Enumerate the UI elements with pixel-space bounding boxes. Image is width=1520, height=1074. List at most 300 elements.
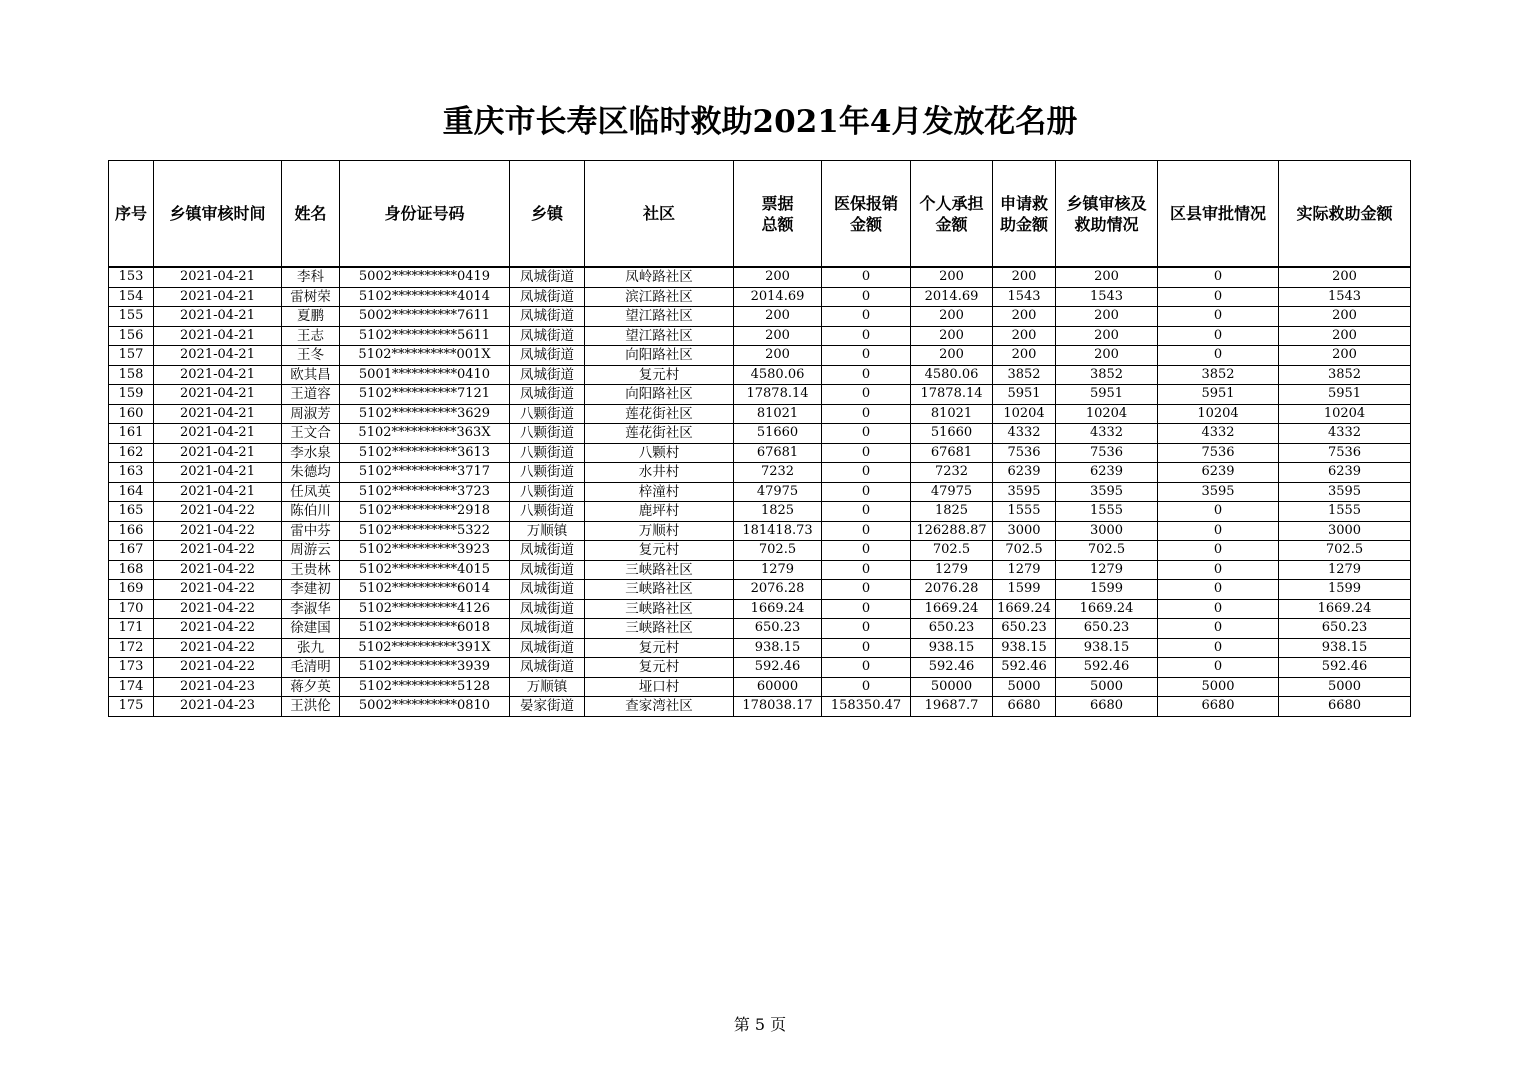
table-cell: 张九: [282, 638, 340, 658]
table-cell: 鹿坪村: [585, 502, 734, 522]
table-cell: 凤城街道: [510, 346, 585, 366]
table-cell: 19687.7: [911, 697, 993, 717]
table-cell: 938.15: [1056, 638, 1158, 658]
table-cell: 592.46: [1056, 658, 1158, 678]
table-cell: 4332: [993, 424, 1056, 444]
table-cell: 1669.24: [911, 599, 993, 619]
table-cell: 0: [822, 580, 911, 600]
table-cell: 5002**********0419: [340, 267, 510, 287]
table-cell: 垭口村: [585, 677, 734, 697]
table-cell: 5102**********5322: [340, 521, 510, 541]
table-cell: 复元村: [585, 365, 734, 385]
table-cell: 2021-04-21: [154, 482, 282, 502]
table-cell: 592.46: [734, 658, 822, 678]
table-cell: 4332: [1279, 424, 1411, 444]
table-cell: 650.23: [1279, 619, 1411, 639]
table-cell: 126288.87: [911, 521, 993, 541]
table-cell: 6680: [993, 697, 1056, 717]
table-row: [109, 697, 1411, 717]
table-cell: 凤城街道: [510, 580, 585, 600]
table-cell: 李水泉: [282, 443, 340, 463]
page-title: 重庆市长寿区临时救助2021年4月发放花名册: [442, 104, 1078, 140]
table-cell: 175: [109, 697, 154, 717]
table-cell: 0: [822, 346, 911, 366]
table-cell: 7536: [1056, 443, 1158, 463]
table-cell: 三峡路社区: [585, 560, 734, 580]
table-cell: 10204: [1056, 404, 1158, 424]
table-row: [109, 502, 1411, 522]
table-cell: 67681: [734, 443, 822, 463]
table-cell: 0: [822, 267, 911, 287]
table-cell: 47975: [911, 482, 993, 502]
table-cell: 梓潼村: [585, 482, 734, 502]
table-cell: 1279: [1279, 560, 1411, 580]
table-cell: 3595: [993, 482, 1056, 502]
table-cell: 158350.47: [822, 697, 911, 717]
column-header: 姓名: [282, 161, 340, 268]
table-cell: 17878.14: [911, 385, 993, 405]
table-cell: 200: [1279, 346, 1411, 366]
table-cell: 938.15: [734, 638, 822, 658]
table-cell: 173: [109, 658, 154, 678]
table-cell: 6239: [993, 463, 1056, 483]
table-cell: 李建初: [282, 580, 340, 600]
table-cell: 滨江路社区: [585, 287, 734, 307]
table-row: [109, 638, 1411, 658]
table-cell: 2021-04-21: [154, 326, 282, 346]
table-row: [109, 658, 1411, 678]
header-row: [109, 161, 1411, 268]
table-cell: 晏家街道: [510, 697, 585, 717]
column-header: 乡镇审核时间: [154, 161, 282, 268]
table-cell: 1279: [734, 560, 822, 580]
table-cell: 0: [822, 287, 911, 307]
table-cell: 凤城街道: [510, 599, 585, 619]
table-cell: 2021-04-21: [154, 424, 282, 444]
table-cell: 0: [822, 463, 911, 483]
table-cell: 1555: [993, 502, 1056, 522]
table-cell: 2021-04-22: [154, 658, 282, 678]
table-cell: 2021-04-21: [154, 307, 282, 327]
table-cell: 181418.73: [734, 521, 822, 541]
table-body: [109, 267, 1411, 716]
table-cell: 1825: [911, 502, 993, 522]
table-cell: 153: [109, 267, 154, 287]
table-cell: 王洪伦: [282, 697, 340, 717]
table-row: [109, 267, 1411, 287]
table-cell: 47975: [734, 482, 822, 502]
column-header: 乡镇审核及 救助情况: [1056, 161, 1158, 268]
column-header: 社区: [585, 161, 734, 268]
table-cell: 复元村: [585, 541, 734, 561]
table-row: [109, 619, 1411, 639]
table-cell: 1555: [1279, 502, 1411, 522]
table-cell: 178038.17: [734, 697, 822, 717]
table-cell: 163: [109, 463, 154, 483]
table-cell: 2021-04-21: [154, 287, 282, 307]
table-cell: 17878.14: [734, 385, 822, 405]
table-cell: 1599: [993, 580, 1056, 600]
table-row: [109, 580, 1411, 600]
table-row: [109, 521, 1411, 541]
table-cell: 2076.28: [734, 580, 822, 600]
table-row: [109, 404, 1411, 424]
table-cell: 200: [1279, 326, 1411, 346]
relief-roster-table: [108, 160, 1411, 717]
table-cell: 陈伯川: [282, 502, 340, 522]
table-cell: 81021: [734, 404, 822, 424]
table-cell: 938.15: [1279, 638, 1411, 658]
table-cell: 1599: [1056, 580, 1158, 600]
table-cell: 万顺镇: [510, 677, 585, 697]
table-cell: 0: [822, 385, 911, 405]
table-cell: 2021-04-22: [154, 599, 282, 619]
table-cell: 592.46: [1279, 658, 1411, 678]
table-row: [109, 287, 1411, 307]
table-cell: 凤城街道: [510, 638, 585, 658]
table-cell: 159: [109, 385, 154, 405]
table-cell: 10204: [993, 404, 1056, 424]
table-cell: 51660: [734, 424, 822, 444]
column-header: 医保报销 金额: [822, 161, 911, 268]
table-cell: 3595: [1158, 482, 1279, 502]
table-cell: 165: [109, 502, 154, 522]
table-header: [109, 161, 1411, 268]
table-cell: 0: [1158, 307, 1279, 327]
table-cell: 5000: [1056, 677, 1158, 697]
table-cell: 5102**********391X: [340, 638, 510, 658]
table-cell: 凤城街道: [510, 619, 585, 639]
table-cell: 172: [109, 638, 154, 658]
table-cell: 5000: [1279, 677, 1411, 697]
table-cell: 156: [109, 326, 154, 346]
table-cell: 200: [734, 326, 822, 346]
table-cell: 三峡路社区: [585, 580, 734, 600]
table-cell: 万顺村: [585, 521, 734, 541]
table-cell: 938.15: [911, 638, 993, 658]
table-cell: 702.5: [993, 541, 1056, 561]
table-cell: 60000: [734, 677, 822, 697]
table-cell: 5102**********4126: [340, 599, 510, 619]
table-cell: 167: [109, 541, 154, 561]
table-cell: 雷树荣: [282, 287, 340, 307]
table-row: [109, 326, 1411, 346]
table-cell: 5102**********001X: [340, 346, 510, 366]
table-cell: 3595: [1279, 482, 1411, 502]
table-cell: 朱德均: [282, 463, 340, 483]
table-cell: 168: [109, 560, 154, 580]
table-cell: 5951: [1056, 385, 1158, 405]
table-cell: 200: [993, 267, 1056, 287]
table-cell: 2021-04-21: [154, 385, 282, 405]
page-number: 第 5 页: [733, 1015, 787, 1034]
table-cell: 67681: [911, 443, 993, 463]
table-cell: 5000: [1158, 677, 1279, 697]
table-cell: 592.46: [993, 658, 1056, 678]
table-cell: 5102**********3923: [340, 541, 510, 561]
table-cell: 八颗街道: [510, 443, 585, 463]
table-cell: 200: [911, 307, 993, 327]
table-cell: 八颗街道: [510, 463, 585, 483]
table-cell: 0: [822, 599, 911, 619]
table-cell: 八颗村: [585, 443, 734, 463]
table-cell: 161: [109, 424, 154, 444]
table-cell: 7536: [1158, 443, 1279, 463]
table-cell: 毛清明: [282, 658, 340, 678]
table-cell: 702.5: [1279, 541, 1411, 561]
table-cell: 200: [1056, 267, 1158, 287]
table-cell: 650.23: [734, 619, 822, 639]
table-row: [109, 677, 1411, 697]
table-cell: 王志: [282, 326, 340, 346]
table-cell: 望江路社区: [585, 326, 734, 346]
column-header: 票据 总额: [734, 161, 822, 268]
table-cell: 水井村: [585, 463, 734, 483]
table-cell: 0: [822, 365, 911, 385]
table-cell: 徐建国: [282, 619, 340, 639]
table-cell: 0: [1158, 326, 1279, 346]
table-cell: 200: [734, 346, 822, 366]
table-cell: 0: [822, 482, 911, 502]
column-header: 乡镇: [510, 161, 585, 268]
table-cell: 八颗街道: [510, 502, 585, 522]
table-cell: 6239: [1279, 463, 1411, 483]
table-cell: 向阳路社区: [585, 385, 734, 405]
table-cell: 4332: [1056, 424, 1158, 444]
table-cell: 0: [822, 638, 911, 658]
table-cell: 雷中芬: [282, 521, 340, 541]
table-cell: 166: [109, 521, 154, 541]
table-cell: 0: [822, 307, 911, 327]
table-cell: 50000: [911, 677, 993, 697]
column-header: 申请救 助金额: [993, 161, 1056, 268]
table-cell: 凤城街道: [510, 365, 585, 385]
table-cell: 八颗街道: [510, 424, 585, 444]
table-cell: 凤岭路社区: [585, 267, 734, 287]
table-cell: 5102**********6018: [340, 619, 510, 639]
table-cell: 200: [734, 307, 822, 327]
table-row: [109, 385, 1411, 405]
table-cell: 5102**********3723: [340, 482, 510, 502]
table-cell: 5102**********4015: [340, 560, 510, 580]
table-cell: 蒋夕英: [282, 677, 340, 697]
table-row: [109, 541, 1411, 561]
table-cell: 174: [109, 677, 154, 697]
table-cell: 5102**********5611: [340, 326, 510, 346]
table-cell: 李淑华: [282, 599, 340, 619]
table-cell: 702.5: [911, 541, 993, 561]
table-cell: 5002**********0810: [340, 697, 510, 717]
table-cell: 王文合: [282, 424, 340, 444]
table-cell: 0: [822, 424, 911, 444]
table-cell: 复元村: [585, 658, 734, 678]
table-row: [109, 482, 1411, 502]
table-cell: 三峡路社区: [585, 619, 734, 639]
table-cell: 2021-04-21: [154, 404, 282, 424]
table-cell: 702.5: [1056, 541, 1158, 561]
table-cell: 200: [734, 267, 822, 287]
column-header: 区县审批情况: [1158, 161, 1279, 268]
table-cell: 2014.69: [911, 287, 993, 307]
table-cell: 5102**********4014: [340, 287, 510, 307]
table-cell: 2014.69: [734, 287, 822, 307]
table-cell: 10204: [1158, 404, 1279, 424]
table-cell: 5102**********5128: [340, 677, 510, 697]
table-cell: 6680: [1158, 697, 1279, 717]
table-cell: 1555: [1056, 502, 1158, 522]
table-cell: 2021-04-21: [154, 346, 282, 366]
table-cell: 八颗街道: [510, 482, 585, 502]
table-cell: 0: [1158, 346, 1279, 366]
table-cell: 200: [1279, 307, 1411, 327]
table-row: [109, 424, 1411, 444]
table-cell: 162: [109, 443, 154, 463]
table-cell: 万顺镇: [510, 521, 585, 541]
table-cell: 1669.24: [1279, 599, 1411, 619]
table-cell: 5951: [1279, 385, 1411, 405]
table-cell: 0: [822, 404, 911, 424]
table-row: [109, 463, 1411, 483]
table-cell: 1669.24: [1056, 599, 1158, 619]
table-cell: 莲花街社区: [585, 424, 734, 444]
table-cell: 0: [1158, 560, 1279, 580]
table-cell: 200: [993, 346, 1056, 366]
table-cell: 王冬: [282, 346, 340, 366]
table-cell: 1279: [1056, 560, 1158, 580]
table-cell: 702.5: [734, 541, 822, 561]
table-cell: 5102**********3613: [340, 443, 510, 463]
table-cell: 凤城街道: [510, 287, 585, 307]
table-cell: 5000: [993, 677, 1056, 697]
table-cell: 171: [109, 619, 154, 639]
column-header: 身份证号码: [340, 161, 510, 268]
table-cell: 200: [993, 326, 1056, 346]
table-cell: 凤城街道: [510, 541, 585, 561]
table-cell: 7232: [734, 463, 822, 483]
table-cell: 650.23: [1056, 619, 1158, 639]
table-cell: 157: [109, 346, 154, 366]
table-row: [109, 599, 1411, 619]
table-cell: 凤城街道: [510, 560, 585, 580]
table-cell: 650.23: [911, 619, 993, 639]
table-cell: 三峡路社区: [585, 599, 734, 619]
table-cell: 向阳路社区: [585, 346, 734, 366]
table-cell: 2021-04-21: [154, 443, 282, 463]
table-cell: 李科: [282, 267, 340, 287]
table-cell: 200: [1279, 267, 1411, 287]
table-cell: 5102**********2918: [340, 502, 510, 522]
table-cell: 2021-04-22: [154, 541, 282, 561]
table-row: [109, 443, 1411, 463]
column-header: 序号: [109, 161, 154, 268]
table-cell: 3852: [1158, 365, 1279, 385]
table-cell: 3000: [1056, 521, 1158, 541]
table-cell: 周游云: [282, 541, 340, 561]
column-header: 实际救助金额: [1279, 161, 1411, 268]
table-cell: 凤城街道: [510, 385, 585, 405]
table-cell: 51660: [911, 424, 993, 444]
table-cell: 0: [1158, 287, 1279, 307]
table-cell: 5102**********3629: [340, 404, 510, 424]
table-cell: 4580.06: [911, 365, 993, 385]
table-cell: 望江路社区: [585, 307, 734, 327]
table-cell: 0: [822, 326, 911, 346]
table-cell: 170: [109, 599, 154, 619]
table-cell: 1669.24: [734, 599, 822, 619]
table-row: [109, 346, 1411, 366]
table-cell: 2021-04-23: [154, 677, 282, 697]
table-cell: 155: [109, 307, 154, 327]
table-cell: 凤城街道: [510, 658, 585, 678]
table-cell: 7232: [911, 463, 993, 483]
table-cell: 2021-04-22: [154, 521, 282, 541]
table-cell: 2021-04-22: [154, 619, 282, 639]
table-cell: 0: [822, 619, 911, 639]
table-cell: 938.15: [993, 638, 1056, 658]
table-cell: 1543: [1056, 287, 1158, 307]
table-cell: 2021-04-21: [154, 463, 282, 483]
table-cell: 592.46: [911, 658, 993, 678]
table-cell: 2021-04-23: [154, 697, 282, 717]
table-cell: 200: [911, 326, 993, 346]
table-cell: 3852: [1056, 365, 1158, 385]
table-cell: 查家湾社区: [585, 697, 734, 717]
table-cell: 1279: [993, 560, 1056, 580]
table-cell: 周淑芳: [282, 404, 340, 424]
table-row: [109, 560, 1411, 580]
table-cell: 欧其昌: [282, 365, 340, 385]
table-cell: 八颗街道: [510, 404, 585, 424]
table-cell: 169: [109, 580, 154, 600]
table-cell: 0: [1158, 502, 1279, 522]
table-cell: 7536: [1279, 443, 1411, 463]
table-cell: 0: [1158, 658, 1279, 678]
table-cell: 4580.06: [734, 365, 822, 385]
table-cell: 200: [1056, 346, 1158, 366]
table-row: [109, 365, 1411, 385]
table-cell: 3000: [1279, 521, 1411, 541]
table-cell: 4332: [1158, 424, 1279, 444]
table-cell: 1279: [911, 560, 993, 580]
table-cell: 0: [1158, 267, 1279, 287]
table-cell: 1825: [734, 502, 822, 522]
table-cell: 莲花街社区: [585, 404, 734, 424]
table-cell: 0: [822, 677, 911, 697]
table-cell: 王道容: [282, 385, 340, 405]
table-cell: 2021-04-21: [154, 365, 282, 385]
table-cell: 6239: [1158, 463, 1279, 483]
table-cell: 0: [1158, 619, 1279, 639]
column-header: 个人承担 金额: [911, 161, 993, 268]
table-cell: 3000: [993, 521, 1056, 541]
table-cell: 160: [109, 404, 154, 424]
table-cell: 2076.28: [911, 580, 993, 600]
table-cell: 0: [1158, 638, 1279, 658]
table-cell: 王贵林: [282, 560, 340, 580]
table-cell: 650.23: [993, 619, 1056, 639]
table-cell: 7536: [993, 443, 1056, 463]
table-cell: 154: [109, 287, 154, 307]
table-cell: 200: [1056, 326, 1158, 346]
table-row: [109, 307, 1411, 327]
table-cell: 6680: [1056, 697, 1158, 717]
table-cell: 10204: [1279, 404, 1411, 424]
table-cell: 158: [109, 365, 154, 385]
table-cell: 200: [911, 267, 993, 287]
table-cell: 0: [1158, 541, 1279, 561]
table-cell: 凤城街道: [510, 307, 585, 327]
table-cell: 200: [1056, 307, 1158, 327]
